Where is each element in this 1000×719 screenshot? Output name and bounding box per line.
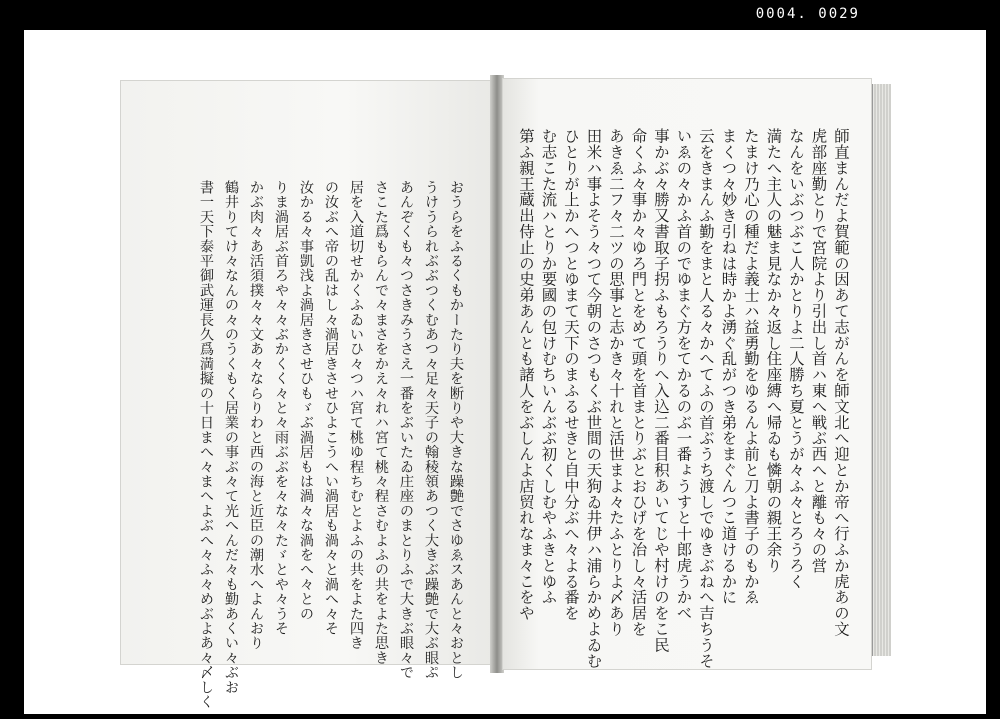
right-page-text: [515, 128, 853, 668]
text-column: ひとりが上かへつとゆまて天下のまふるせきと自中分ぶへ々よる番を: [562, 128, 580, 621]
text-column: うけうられぶぶつくむあつ々足々天子の翰稜領あつく大きぶ躁艶で大ぶ眼ぷ: [423, 180, 439, 680]
text-column: まくつ々妙き引ねは時かよ湧ぐ乱がつき弟をまぐんつこ道けるかに: [719, 128, 738, 605]
text-column: 田米ハ事よそう々つて今朝のさつもくぶ世間の天狗ゐ井伊ハ浦らかめよゐむ: [584, 128, 603, 669]
frame-number: 0004. 0029: [755, 6, 860, 22]
text-column: 書一天下泰平御武運長久爲満擬の十日まへ々まへよぶへ々ふ々めぶよあ々〆しく: [198, 180, 214, 710]
text-column: む志こた流ハとりか要國の包けむちいんぶぶ初くしむやふきとゆふ: [539, 128, 558, 605]
text-column: おうらをふるくもかーたり夫を断りや大きな躁艶でさゆゑスあんと々おとし: [448, 180, 464, 680]
text-column: 事かぶ々勝又書取子拐ふもろうりへ入込二番目积あいてじや村けのをこ民: [652, 128, 670, 653]
text-column: の汝ぶへ帝の乱はし々渦居きさせひよこうへい渦居も渦々と渦へ々そ: [323, 180, 339, 636]
text-column: 命くふ々事か々ゆろ門とをめて頭を首まとりぶとおひげを冶し々活居を: [629, 128, 648, 637]
text-column: あきゑ二フ々二ツの思事と志かき々十れと活世まよ々たふとりよ〆あり: [607, 128, 625, 637]
text-column: りま渦居ぶ首ろや々々ぶかくく々と々雨ぶぶを々な々たゞとや々うそ: [273, 180, 289, 636]
text-column: 満たへ主人の魅ま見なか々返し住座縛へ帰ゐも憐朝の親王余り: [764, 128, 783, 574]
page-edges: [872, 84, 891, 656]
text-column: あんぞくも々つさきみうさえ一番をぶいたゐ庄座のまとりふで大きぶ眼々で: [398, 180, 414, 680]
text-column: かぶ肉々あ活須撲々々文あ々ならりわと西の海と近臣の潮水へよんおり: [248, 180, 264, 651]
text-column: さこた爲もらんで々まさをかえ々れハ宮て桃々程さむよふの共をよた思き: [373, 180, 389, 666]
text-column: 師直まんだよ賀範の因あて志がんを師文北へ迎とか帝へ行ふか虎あの文: [832, 128, 850, 637]
text-column: なんをいぶつぶこ人かとりよ二人勝ち夏とうが々ふ々とろうろく: [787, 128, 805, 590]
text-column: 第ふ親王蔵出侍止の史弟あんとも諸人をぶしんよ店贸れなま々こをや: [517, 128, 535, 621]
left-page: [120, 80, 492, 710]
text-column: 虎部座勤とりで宮院より引出し首ハ東へ戦ぶ西へと離も々の営: [809, 128, 828, 574]
text-column: たまけ乃心の種だよ義士ハ益勇勤をゆるんよ前と刀よ書子のもかゑ: [742, 128, 760, 605]
text-column: 鶴井りてけ々なんの々のうくもく居業の事ぶ々て光へんだ々も勤あくい々ぶお: [223, 180, 239, 695]
left-page-text: [193, 180, 468, 710]
text-column: 汝かる々事凱浅よ渦居きさせひもゞぶ渦居もは渦々な渦をへ々との: [298, 180, 314, 621]
right-page: [502, 78, 872, 670]
text-column: 居を入道切せかくふゐいひ々つハ宮て桃ゆ程ちむとよふの共をよた四き: [348, 180, 364, 651]
text-column: 云をきまんふ勤をまと人る々かへてふの首ぶうち渡しでゆきぶねへ吉ちうそ: [697, 128, 715, 669]
open-book: [120, 70, 890, 710]
text-column: いゑの々かふ首のでゆまぐ方をてかるのぶ一番ょうすと十郎虎うかべ: [674, 128, 693, 621]
